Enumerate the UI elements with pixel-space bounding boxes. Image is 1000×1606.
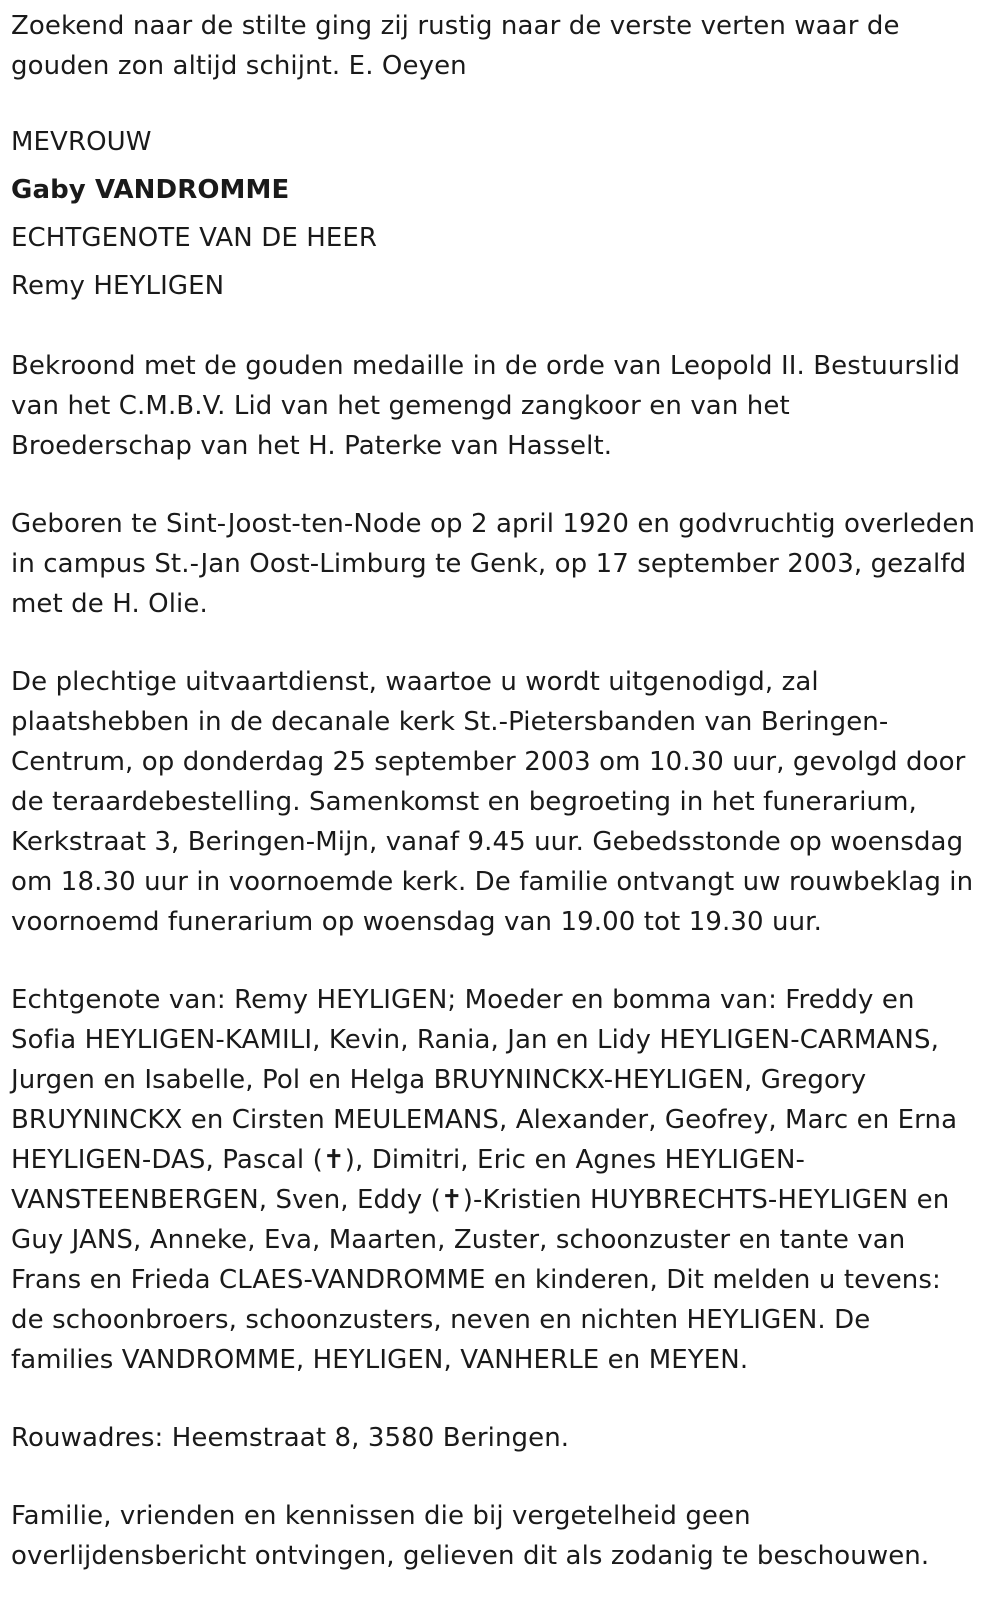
- honors-paragraph: Bekroond met de gouden medaille in de orde van Leopold II. Bestuurslid van het C.M.B.V. Lid van het gemengd zangkoor en van het Broederschap van het H. Paterke van Hasselt.: [11, 351, 961, 461]
- relation-label: ECHTGENOTE VAN DE HEER: [11, 223, 378, 253]
- family-paragraph: Echtgenote van: Remy HEYLIGEN; Moeder en bomma van: Freddy en Sofia HEYLIGEN-KAMILI, Kevin, Rania, Jan en Lidy HEYLIGEN-CARMANS, Jurgen en Isabelle, Pol en Helga BRUYNINCKX-HEYLIGEN, Gregory BRUYNINCKX en Cirsten MEULEMANS, Alexander, Geofrey, Marc en Erna HEYLIGEN-DAS, Pascal (✝), Dimitri, Eric en Agnes HEYLIGEN-VANSTEENBERGEN, Sven, Eddy (✝)-Kristien HUYBRECHTS-HEYLIGEN en Guy JANS, Anneke, Eva, Maarten, Zuster, schoonzuster en tante van Frans en Frieda CLAES-VANDROMME en kinderen, Dit melden u tevens: de schoonbroers, schoonzusters, neven en nichten HEYLIGEN. De families VANDROMME, HEYLIGEN, VANHERLE en MEYEN.: [11, 985, 958, 1375]
- address-paragraph: Rouwadres: Heemstraat 8, 3580 Beringen.: [11, 1423, 570, 1453]
- deceased-name: Gaby VANDROMME: [11, 175, 290, 205]
- closing-paragraph: Familie, vrienden en kennissen die bij vergetelheid geen overlijdensbericht ontvingen, gelieven dit als zodanig te beschouwen.: [11, 1501, 930, 1571]
- deceased-header: [11, 118, 976, 310]
- epigraph: Zoekend naar de stilte ging zij rustig naar de verste verten waar de gouden zon altijd schijnt. E. Oeyen: [11, 11, 900, 81]
- funeral-paragraph: De plechtige uitvaartdienst, waartoe u wordt uitgenodigd, zal plaatshebben in de decanale kerk St.-Pietersbanden van Beringen-Centrum, op donderdag 25 september 2003 om 10.30 uur, gevolgd door de teraardebestelling. Samenkomst en begroeting in het funerarium, Kerkstraat 3, Beringen-Mijn, vanaf 9.45 uur. Gebedsstonde op woensdag om 18.30 uur in voornoemde kerk. De familie ontvangt uw rouwbeklag in voornoemd funerarium op woensdag van 19.00 tot 19.30 uur.: [11, 667, 974, 937]
- spouse-name: Remy HEYLIGEN: [11, 271, 225, 301]
- honorific-title: MEVROUW: [11, 127, 152, 157]
- birth-death-paragraph: Geboren te Sint-Joost-ten-Node op 2 april 1920 en godvruchtig overleden in campus St.-Jan Oost-Limburg te Genk, op 17 september 2003, gezalfd met de H. Olie.: [11, 509, 976, 619]
